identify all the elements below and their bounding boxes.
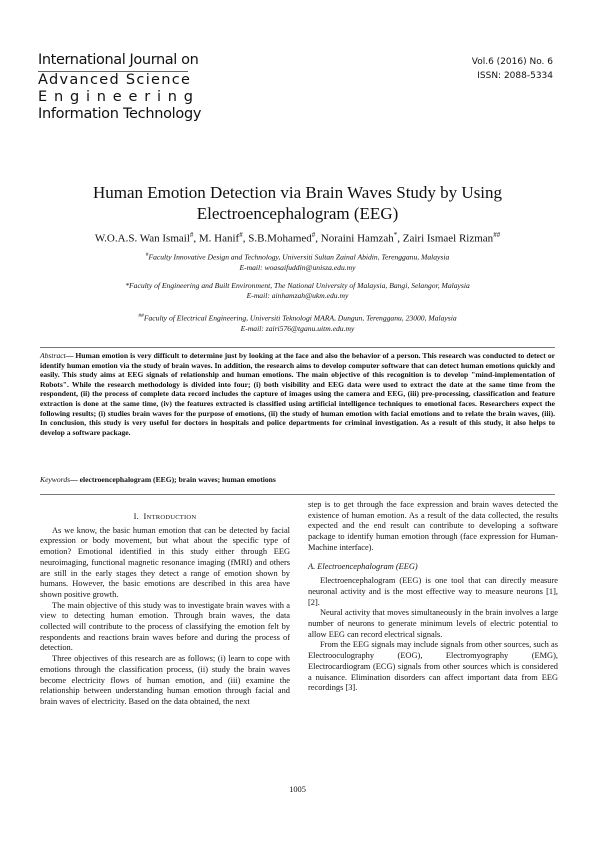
intro-paragraph-1: As we know, the basic human emotion that can be detected by facial expression or body movement, but what about the specific type of emotion? Emotional identified in this study either through EEG neuroimaging, functional magnetic resonance imaging (fMRI) and others are still in the early stages they detect a range of emotion shown by humans. However, the basic emotions are described in this area have shown positive growth.: [40, 525, 290, 599]
section-heading-introduction: [40, 512, 290, 524]
intro-paragraph-3: Three objectives of this research are as follows; (i) learn to cope with emotions through the classification process, (ii) study the brain waves become electricity flows of human emotion, and (iii) examine the relationship between understanding human emotion through facial and brain waves of electricity. Based on the data obtained, the next: [40, 654, 290, 706]
keywords-text: electroencephalogram (EEG); brain waves; human emotions: [79, 475, 276, 484]
abstract-text: Human emotion is very difficult to determine just by looking at the face and also the behavior of a person. This research was conducted to detect or identify human emotion via the study of brain waves. In addition, the research aims to develop computer software that can detect human emotions quickly and easily. This study aims at EEG signals of relationship and human emotions. The main objective of this recognition is to develop "mind-implementation of Robots". While the research methodology is divided into four; (i) both visibility and EEG data were used to extract the date at the same time from the respondent, (ii) the process of complete data record includes the capture of images using the camera and EEG, (iii) pre-processing, classification and feature extraction is done at the same time, (iv) the features extracted is classified using artificial intelligence techniques to emotional faces. Researchers expect the following results; (i) studies brain waves for the purpose of emotions, (ii) the study of human emotion with facial emotions and to relate the brain waves, (iii). In conclusion, this study is very useful for doctors in hospitals and police departments for criminal investigation. As a result of this study, it also helps to develop a software package.: [40, 351, 555, 437]
affiliation-email: E-mail: ainhamzah@ukm.edu.my: [246, 291, 349, 300]
affiliation-1: [60, 250, 535, 273]
author-name: S.B.Mohamed: [248, 232, 312, 245]
affiliation-mark: #: [145, 252, 149, 258]
journal-name-line2: Advanced Science: [38, 72, 192, 88]
affiliation-mark: ##: [138, 313, 144, 319]
section-heading-initial: I: [143, 512, 147, 521]
author-mark: *: [393, 231, 398, 239]
paper-title: Human Emotion Detection via Brain Waves Study by Using Electroencephalogram (EEG): [92, 183, 503, 223]
author-separator: ,: [397, 232, 403, 245]
journal-name-line4: Information Technology: [38, 106, 202, 122]
journal-masthead: [38, 52, 201, 123]
page-number: 1005: [289, 785, 306, 794]
author-separator: ,: [193, 232, 199, 245]
affiliation-text: Faculty of Electrical Engineering, Universiti Teknologi MARA, Dungun, Terengganu, 23000, Malaysia: [143, 313, 457, 323]
keywords-dash: —: [70, 475, 80, 484]
affiliation-email: E-mail: woasaifuddin@unisza.edu.my: [239, 262, 356, 272]
abstract-top-rule: [40, 347, 555, 348]
author-name: Zairi Ismael Rizman: [402, 232, 494, 245]
left-column: [40, 512, 290, 708]
journal-name-line3: Engineering: [38, 89, 200, 105]
author-separator: ,: [315, 232, 321, 245]
author-separator: ,: [242, 232, 249, 245]
author-mark: ##: [493, 231, 501, 239]
affiliation-mark: *: [125, 281, 130, 290]
author-name: Noraini Hamzah: [320, 232, 394, 245]
affiliation-2: [60, 281, 535, 301]
affiliation-3: [60, 311, 535, 334]
abstract: [40, 351, 555, 437]
subsection-heading-eeg: A. Electroencephalogram (EEG): [308, 561, 418, 571]
journal-name-line1: International Journal on: [38, 52, 199, 68]
keywords: [40, 475, 555, 485]
keywords-rule: [40, 494, 555, 495]
author-list: [40, 228, 555, 246]
abstract-dash: —: [65, 351, 76, 360]
keywords-label: Keywords: [40, 475, 71, 484]
volume-info: [472, 55, 553, 83]
affiliation-email: E-mail: zairi576@tganu.uitm.edu.my: [240, 323, 355, 333]
eeg-paragraph-3: From the EEG signals may include signals from other sources, such as Electrooculography (EOG), Electromyography (EMG), Electrocardiogram (ECG) signals from other sources which is considered a nuisance. Elimination disorders can affect important data from EEG recordings [3].: [308, 640, 558, 693]
affiliation-text: Faculty Innovative Design and Technology, Universiti Sultan Zainal Abidin, Terengganu, Malaysia: [148, 252, 450, 262]
right-column: [308, 500, 558, 694]
section-number: I.: [133, 512, 139, 521]
author-mark: #: [239, 231, 243, 239]
volume-number: Vol.6 (2016) No. 6: [471, 57, 553, 67]
section-heading-rest: NTRODUCTION: [146, 514, 197, 521]
eeg-paragraph-1: Electroencephalogram (EEG) is one tool that can directly measure neuronal activity and is the most effective way to measure neurons [1], [2].: [308, 576, 558, 607]
author-name: M. Hanif: [198, 232, 240, 245]
intro-paragraph-continued: step is to get through the face expression and brain waves detected the existence of human emotion. As a result of the data collected, the results expected and the end result can contribute to developing a software package to identify human emotion through (face expression for Human-Machine interface).: [308, 500, 558, 552]
eeg-paragraph-2: Neural activity that moves simultaneously in the brain involves a large number of neurons to generate minimum levels of electric potential to allow EEG can record electrical signals.: [308, 608, 558, 639]
issn: ISSN: 2088-5334: [477, 71, 553, 81]
author-name: W.O.A.S. Wan Ismail: [94, 232, 190, 245]
author-mark: #: [189, 231, 194, 239]
author-mark: #: [311, 231, 316, 239]
affiliation-text: Faculty of Engineering and Built Environment, The National University of Malaysia, Bangi, Selangor, Malaysia: [129, 281, 470, 290]
intro-paragraph-2: The main objective of this study was to investigate brain waves with a view to detecting human emotion. Through brain waves, the data collected will contribute to the process of classifying the emotion felt by respondents and reactions brain waves before and during the process of detection.: [40, 600, 290, 653]
abstract-label: Abstract: [40, 351, 66, 360]
